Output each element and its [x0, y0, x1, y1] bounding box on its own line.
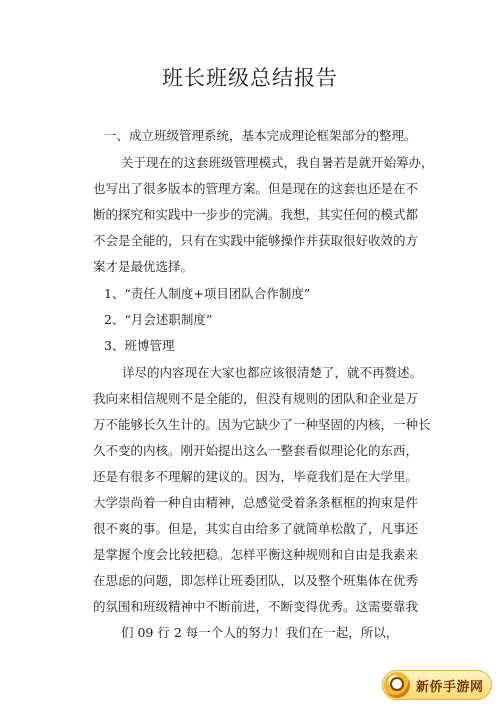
list-item: 2、“月会述职制度” [104, 312, 213, 327]
paragraph-line: 在思虑的问题，即怎样让班委团队，以及整个班集体在优秀 [93, 573, 419, 588]
watermark-badge [382, 670, 492, 700]
paragraph-line: 的氛围和班级精神中不断前进，不断变得优秀。这需要靠我 [93, 599, 419, 614]
list-item: 3、班博管理 [104, 338, 175, 353]
paragraph-line: 详尽的内容现在大家也都应该很清楚了，就不再赘述。 [122, 365, 423, 380]
paragraph-line: 不会是全能的，只有在实践中能够操作并获取很好收效的方 [93, 233, 419, 248]
paragraph-line: 一、成立班级管理系统，基本完成理论框架部分的整理。 [104, 128, 417, 143]
paragraph-line: 关于现在的这套班级管理模式，我自暑若是就开始筹办， [121, 155, 434, 170]
paragraph-line: 还是有很多不理解的建议的。因为，毕竟我们是在大学里。 [93, 469, 419, 484]
paragraph-line: 很不爽的事。但是，其实自由给多了就简单松散了，凡事还 [93, 521, 419, 536]
paragraph-line: 大学崇尚着一种自由精神，总感觉受着条条框框的拘束是件 [93, 495, 419, 510]
list-item: 1、“责任人制度+项目团队合作制度” [104, 286, 311, 301]
paragraph-line: 我向来相信规则不是全能的，但没有规则的团队和企业是万 [93, 391, 419, 406]
mascot-logo-icon [384, 672, 410, 698]
document-title: 班长班级总结报告 [162, 66, 338, 90]
paragraph-line: 万不能够长久生计的。因为它缺少了一种坚固的内核，一种长 [93, 417, 431, 432]
paragraph-line: 是掌握个度会比较把稳。怎样平衡这种规则和自由是我素来 [93, 547, 419, 562]
paragraph-line: 案才是最优选择。 [93, 259, 194, 274]
paragraph-line: 久不变的内核。刚开始提出这么一整套看似理论化的东西， [93, 443, 419, 458]
watermark-text: 新侨手游网 [416, 679, 484, 695]
paragraph-line: 断的探究和实践中一步步的完满。我想，其实任何的模式都 [93, 207, 419, 222]
paragraph-line: 们 09 行 2 每一个人的努力！我们在一起，所以， [121, 625, 399, 640]
paragraph-line: 也写出了很多版本的管理方案。但是现在的这套也还是在不 [93, 181, 419, 196]
